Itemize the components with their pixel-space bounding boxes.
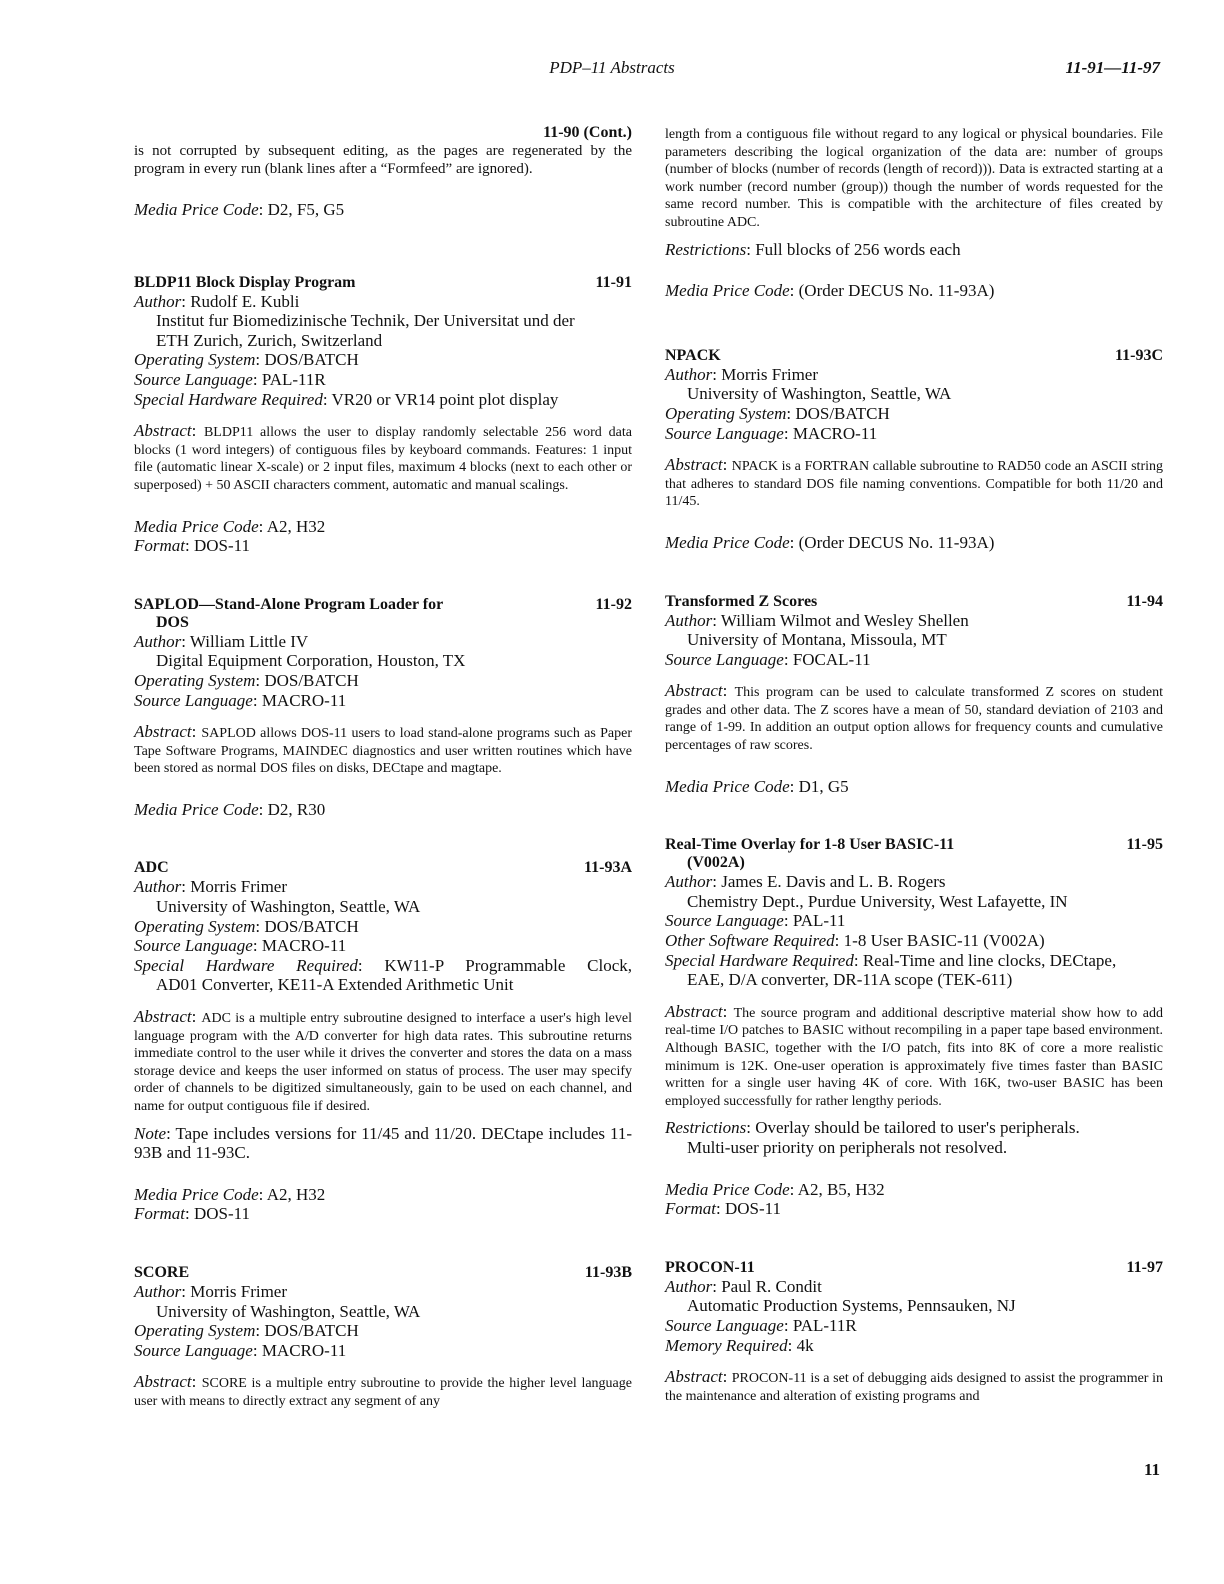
price-line: Media Price Code : D2, F5, G5 xyxy=(134,200,632,220)
source-language: MACRO-11 xyxy=(792,423,878,443)
hardware-continued: AD01 Converter, KE11-A Extended Arithmetic Unit xyxy=(156,975,514,995)
entry-number: 11-93C xyxy=(1115,346,1163,364)
restrictions: Restrictions : Full blocks of 256 words each xyxy=(665,240,1163,260)
other-software: 1-8 User BASIC-11 (V002A) xyxy=(843,931,1045,951)
abstract-entry-11-93b xyxy=(134,1264,632,1411)
affiliation: University of Washington, Seattle, WA xyxy=(687,384,952,404)
abstract: Abstract : PROCON-11 is a set of debugging aids designed to assist the programmer in the maintenance and alteration of existing programs and xyxy=(665,1368,1163,1405)
entry-number: 11-95 xyxy=(1126,836,1163,854)
entry-metadata: Author : Morris Frimer University of Washington, Seattle, WA Operating System : DOS/BATCH Source Language : MACRO-11 xyxy=(134,1282,632,1360)
abstract-entry-11-95 xyxy=(665,836,1163,1219)
entry-title: SCORE xyxy=(134,1263,190,1281)
entry-number: 11-93A xyxy=(584,859,632,877)
entry-title: NPACK xyxy=(665,346,721,364)
abstract-entry-11-97 xyxy=(665,1259,1163,1406)
abstract: Abstract : BLDP11 allows the user to display randomly selectable 256 word data blocks (1 word integers) of contiguous files by keyboard commands. Features: 1 input file (automatic linear X-scale) or 2 input files, maximum 4 blocks (next to each other or superposed) + 50 ASCII characters comment, automatic and manual scalings. xyxy=(134,422,632,494)
entry-title: Real-Time Overlay for 1-8 User BASIC-11 (V002A) xyxy=(665,836,955,872)
entry-metadata: Author : William Wilmot and Wesley Shellen University of Montana, Missoula, MT Source Language : FOCAL-11 xyxy=(665,611,1163,670)
restrictions: Restrictions : Overlay should be tailored to user's peripherals. Multi-user priority on peripherals not resolved. xyxy=(665,1118,1163,1157)
source-language: PAL-11R xyxy=(792,1315,857,1335)
price-line: Media Price Code : (Order DECUS No. 11-93A) xyxy=(665,533,1163,553)
affiliation: Chemistry Dept., Purdue University, West Lafayette, IN xyxy=(687,891,1068,911)
memory-required: 4k xyxy=(796,1335,814,1355)
entry-number: 11-97 xyxy=(1126,1258,1163,1276)
entry-heading xyxy=(134,274,632,292)
author: Paul R. Condit xyxy=(721,1276,822,1296)
affiliation: University of Washington, Seattle, WA xyxy=(156,897,421,917)
right-column xyxy=(665,126,1163,1445)
entry-title: Transformed Z Scores xyxy=(665,592,818,610)
affiliation: Digital Equipment Corporation, Houston, TX xyxy=(156,651,466,671)
affiliation: ETH Zurich, Zurich, Switzerland xyxy=(156,330,383,350)
operating-system: DOS/BATCH xyxy=(264,350,359,370)
price-line: Media Price Code : D2, R30 xyxy=(134,800,632,820)
author: Rudolf E. Kubli xyxy=(190,291,300,311)
source-language: MACRO-11 xyxy=(261,690,347,710)
entry-metadata: Author : James E. Davis and L. B. Rogers Chemistry Dept., Purdue University, West Lafayette, IN Source Language : PAL-11 Other Software Required : 1-8 User BASIC-11 (V002A) Special Hardware Required : Real-Time and line clocks, DECtape, EAE, D/A converter, DR-11A scope (TEK-611) xyxy=(665,872,1163,990)
abstract: Abstract : NPACK is a FORTRAN callable subroutine to RAD50 code an ASCII string that adheres to standard DOS file naming conventions. Compatible for both 11/20 and 11/45. xyxy=(665,456,1163,511)
source-language: MACRO-11 xyxy=(261,936,347,956)
abstract: Abstract : SCORE is a multiple entry subroutine to provide the higher level language user with means to directly extract any segment of any xyxy=(134,1373,632,1410)
abstract: Abstract : ADC is a multiple entry subroutine designed to interface a user's high level language program with the A/D converter for high data rates. This subroutine returns immediate control to the user while it drives the converter and stores the data on a mass storage device and keeps the user informed on status of process. The user may specify order of channels to be digitized simultaneously, gain to be used on each channel, and name for output contiguous file if desired. xyxy=(134,1008,632,1116)
continued-label: 11-90 (Cont.) xyxy=(543,124,632,141)
entry-heading xyxy=(134,1264,632,1282)
operating-system: DOS/BATCH xyxy=(795,403,890,423)
note: Note : Tape includes versions for 11/45 and 11/20. DECtape includes 11-93B and 11-93C. xyxy=(134,1124,632,1163)
entry-heading xyxy=(665,1259,1163,1277)
entry-title: PROCON-11 xyxy=(665,1258,755,1276)
price-line: Media Price Code : A2, H32 Format : DOS-11 xyxy=(134,1185,632,1224)
entry-metadata: Author : Paul R. Condit Automatic Production Systems, Pennsauken, NJ Source Language : PAL-11R Memory Required : 4k xyxy=(665,1277,1163,1355)
hardware: VR20 or VR14 point plot display xyxy=(331,389,559,409)
entry-heading xyxy=(665,593,1163,611)
continued-entry xyxy=(134,124,632,220)
price-line: Media Price Code : A2, H32 Format : DOS-11 xyxy=(134,517,632,556)
entry-heading xyxy=(134,859,632,877)
entry-metadata: Author : Morris Frimer University of Washington, Seattle, WA Operating System : DOS/BATCH Source Language : MACRO-11 xyxy=(665,365,1163,443)
entry-number: 11-93B xyxy=(584,1263,632,1281)
abstract: Abstract : This program can be used to calculate transformed Z scores on student grades and other data. The Z scores have a mean of 50, standard deviation of 2103 and range of 1-99. In addition an output option allows for frequency counts and cumulative percentages of raw scores. xyxy=(665,682,1163,754)
abstract-continued: length from a contiguous file without regard to any logical or physical boundaries. File parameters describing the logical organization of the data are: number of groups (number of blocks (number of records (length of record))). Data is extracted starting at a work number (record number (group)) though the number of words requested for the same record number. This is compatible with the architecture of files created by subroutine ADC. xyxy=(665,127,1163,230)
source-language: PAL-11 xyxy=(792,911,846,931)
affiliation: Automatic Production Systems, Pennsauken, NJ xyxy=(687,1296,1016,1316)
entry-title: BLDP11 Block Display Program xyxy=(134,273,356,291)
entry-metadata: Author : William Little IV Digital Equipment Corporation, Houston, TX Operating System : DOS/BATCH Source Language : MACRO-11 xyxy=(134,632,632,710)
entry-title: ADC xyxy=(134,859,169,877)
entry-heading xyxy=(665,836,1163,872)
page-header xyxy=(0,58,1224,82)
abstract: Abstract : SAPLOD allows DOS-11 users to load stand-alone programs such as Paper Tape Software Programs, MAINDEC diagnostics and user written routines which have been stored as normal DOS files on disks, DECtape and magtape. xyxy=(134,723,632,778)
affiliation: Institut fur Biomedizinische Technik, Der Universitat und der xyxy=(156,311,575,331)
abstract-entry-11-91 xyxy=(134,274,632,556)
affiliation: University of Washington, Seattle, WA xyxy=(156,1301,421,1321)
running-title: PDP–11 Abstracts xyxy=(549,58,675,77)
operating-system: DOS/BATCH xyxy=(264,916,359,936)
operating-system: DOS/BATCH xyxy=(264,670,359,690)
price-line: Media Price Code : (Order DECUS No. 11-93A) xyxy=(665,281,1163,301)
abstract-entry-11-93c xyxy=(665,347,1163,553)
abstract-entry-11-94 xyxy=(665,593,1163,797)
price-line: Media Price Code : D1, G5 xyxy=(665,777,1163,797)
entry-number: 11-92 xyxy=(595,595,632,613)
operating-system: DOS/BATCH xyxy=(264,1321,359,1341)
entry-metadata: Author : Rudolf E. Kubli Institut fur Biomedizinische Technik, Der Universitat und der ETH Zurich, Zurich, Switzerland Operating System : DOS/BATCH Source Language : PAL-11R Special Hardware Required : VR20 or VR14 point plot display xyxy=(134,292,632,410)
price-line: Media Price Code : A2, B5, H32 Format : DOS-11 xyxy=(665,1180,1163,1219)
entry-title: SAPLOD—Stand-Alone Program Loader for DOS xyxy=(134,595,444,631)
author: William Little IV xyxy=(189,631,309,651)
abstract: Abstract : The source program and additional descriptive material show how to add real-time I/O patches to BASIC without recompiling in a paper tape based environment. Although BASIC, together with the I/O patch, fits into 8K of core a more realistic minimum is 12K. One-user operation is approximately five times faster than BASIC written for a single user having 4K of core. With 16K, two-user BASIC has been employed successfully for rather lengthy periods. xyxy=(665,1003,1163,1111)
abstract-entry-11-93a xyxy=(134,859,632,1224)
entry-metadata: Author : Morris Frimer University of Washington, Seattle, WA Operating System : DOS/BATCH Source Language : MACRO-11 Special Hardware Required : KW11-P Programmable Clock, AD01 Converter, KE11-A Extended Arithmetic Unit xyxy=(134,877,632,995)
source-language: FOCAL-11 xyxy=(792,649,871,669)
source-language: MACRO-11 xyxy=(261,1340,347,1360)
entry-heading xyxy=(665,347,1163,365)
entry-range: 11-91—11-97 xyxy=(1065,58,1160,77)
entry-number: 11-94 xyxy=(1126,592,1163,610)
page-number: 11 xyxy=(1143,1460,1160,1479)
author: James E. Davis and L. B. Rogers xyxy=(721,872,946,892)
author: Morris Frimer xyxy=(721,364,819,384)
abstract-entry-11-93b-continued xyxy=(665,126,1163,301)
affiliation: University of Montana, Missoula, MT xyxy=(687,630,947,650)
hardware: KW11-P Programmable Clock, xyxy=(384,955,632,975)
hardware-continued: EAE, D/A converter, DR-11A scope (TEK-611) xyxy=(687,970,1013,990)
author: Morris Frimer xyxy=(190,1281,288,1301)
source-language: PAL-11R xyxy=(261,369,326,389)
entry-number: 11-91 xyxy=(595,273,632,291)
left-column xyxy=(134,118,632,1451)
entry-heading xyxy=(134,596,632,632)
author: William Wilmot and Wesley Shellen xyxy=(720,610,969,630)
continued-text: is not corrupted by subsequent editing, as the pages are regenerated by the program in every run (blank lines after a “Formfeed” are ignored). xyxy=(134,143,632,177)
abstract-entry-11-92 xyxy=(134,596,632,820)
author: Morris Frimer xyxy=(190,877,288,897)
hardware: Real-Time and line clocks, DECtape, xyxy=(862,950,1117,970)
